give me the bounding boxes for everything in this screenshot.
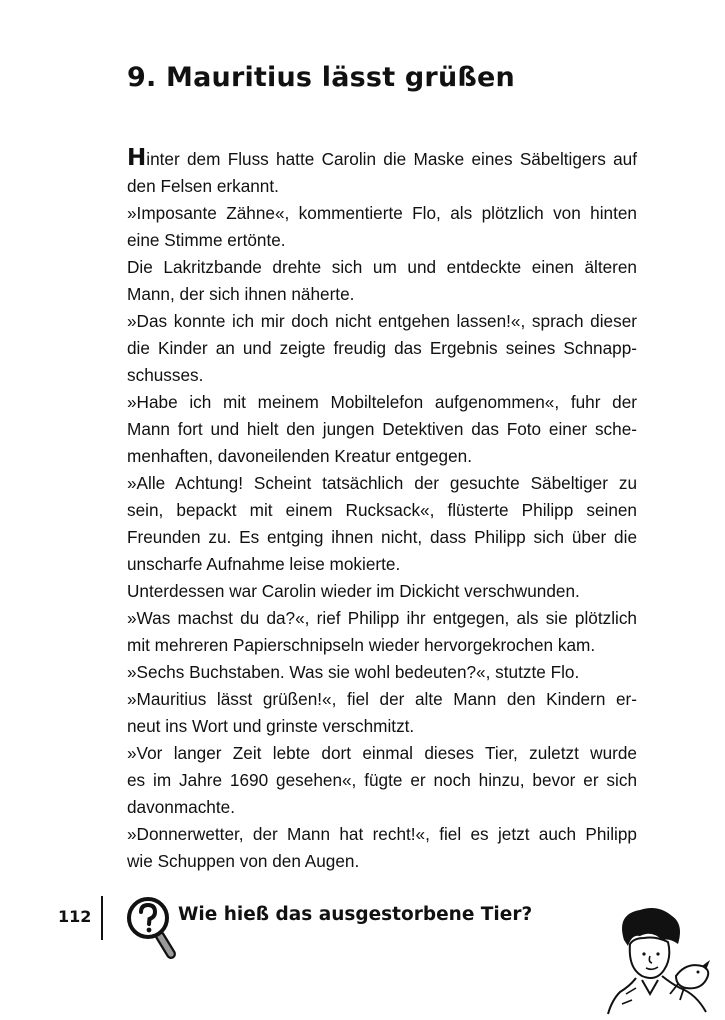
- body-line: Unterdessen war Carolin wieder im Dickicht verschwunden.: [127, 581, 580, 601]
- body-line: »Was machst du da?«, rief Philipp ihr entgegen, als sie plötzlich: [127, 608, 637, 628]
- body-line: »Vor langer Zeit lebte dort einmal dieses Tier, zuletzt wurde: [127, 743, 637, 763]
- body-line-text: inter dem Fluss hatte Carolin die Maske eines Säbeltigers auf: [146, 149, 637, 169]
- body-line: mit mehreren Papierschnipseln wieder hervorgekrochen kam.: [127, 635, 596, 655]
- body-line: die Kinder an und zeigte freudig das Ergebnis seines Schnapp-: [127, 338, 637, 358]
- body-line: unscharfe Aufnahme leise mokierte.: [127, 554, 401, 574]
- page-number: 112: [58, 907, 92, 926]
- body-line: Mann fort und hielt den jungen Detektiven das Foto einer sche-: [127, 419, 637, 439]
- body-line: menhaften, davoneilenden Kreatur entgegen.: [127, 446, 472, 466]
- body-line: [127, 146, 637, 173]
- quiz-question: Wie hieß das ausgestorbene Tier?: [178, 904, 533, 925]
- body-line: Freunden zu. Es entging ihnen nicht, dass Philipp sich über die: [127, 527, 637, 547]
- body-line: sein, bepackt mit einem Rucksack«, flüsterte Philipp seinen: [127, 500, 637, 520]
- body-line: wie Schuppen von den Augen.: [127, 851, 360, 871]
- footer-divider: [101, 896, 103, 940]
- body-line: »Das konnte ich mir doch nicht entgehen lassen!«, sprach dieser: [127, 311, 637, 331]
- body-line: schusses.: [127, 365, 204, 385]
- body-line: davonmachte.: [127, 797, 235, 817]
- chapter-title: 9. Mauritius lässt grüßen: [127, 62, 515, 93]
- magnifier-question-icon: [124, 894, 178, 964]
- body-line: »Habe ich mit meinem Mobiltelefon aufgenommen«, fuhr der: [127, 392, 637, 412]
- body-line: eine Stimme ertönte.: [127, 230, 286, 250]
- detective-boy-with-bird-illustration: [606, 904, 716, 1016]
- chapter-body: [127, 146, 637, 875]
- body-line: »Sechs Buchstaben. Was sie wohl bedeuten?«, stutzte Flo.: [127, 662, 580, 682]
- body-line: Die Lakritzbande drehte sich um und entdeckte einen älteren: [127, 257, 637, 277]
- body-line: den Felsen erkannt.: [127, 176, 279, 196]
- body-line: »Donnerwetter, der Mann hat recht!«, fiel es jetzt auch Philipp: [127, 824, 637, 844]
- drop-cap: H: [127, 145, 147, 171]
- body-line: »Alle Achtung! Scheint tatsächlich der gesuchte Säbeltiger zu: [127, 473, 637, 493]
- body-line: es im Jahre 1690 gesehen«, fügte er noch hinzu, bevor er sich: [127, 770, 637, 790]
- body-line: »Mauritius lässt grüßen!«, fiel der alte Mann den Kindern er-: [127, 689, 637, 709]
- body-line: »Imposante Zähne«, kommentierte Flo, als plötzlich von hinten: [127, 203, 637, 223]
- body-line: Mann, der sich ihnen näherte.: [127, 284, 355, 304]
- body-line: neut ins Wort und grinste verschmitzt.: [127, 716, 415, 736]
